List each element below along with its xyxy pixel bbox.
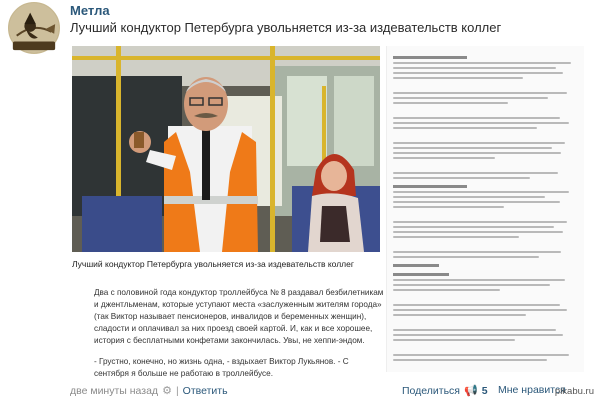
share-count: 5 — [481, 384, 488, 397]
group-name-link[interactable]: Метла — [70, 3, 110, 18]
photo-caption: Лучший кондуктор Петербурга увольняется из-за издевательств коллег — [72, 259, 354, 269]
post-paragraph: Два с половиной года кондуктор троллейбуса № 8 раздавал безбилетникам и джентльменам, которые уступают места «заслуженным жителям города» (так Виктор называет пенсионеров, инвалидов и беременных женщин), сладости и оплачивал за них проезд своей картой. И, как и все хорошее, история с бесплатными конфетами закончилась. Увы, не хеппи-эндом. — [94, 288, 384, 345]
like-button[interactable]: Мне нравится — [498, 384, 566, 396]
post-timestamp[interactable]: две минуты назад — [70, 384, 159, 397]
broom-witch-logo-icon — [9, 3, 59, 53]
watermark: pikabu.ru — [554, 386, 594, 397]
post-footer — [70, 384, 228, 397]
group-avatar[interactable] — [8, 2, 60, 54]
megaphone-icon: 📢 — [463, 385, 478, 397]
share-label: Поделиться — [402, 384, 460, 397]
share-button[interactable] — [402, 384, 488, 397]
post-paragraph: - Грустно, конечно, но жизнь одна, - вздыхает Виктор Лукьянов. - С сентября я больше не работаю в троллейбусе. — [94, 357, 349, 378]
article-screenshot-column — [386, 46, 584, 372]
post-title: Лучший кондуктор Петербурга увольняется из-за издевательств коллег — [70, 20, 502, 35]
separator: | — [175, 384, 179, 397]
gear-icon[interactable]: ⚙ — [162, 385, 172, 397]
post-body — [94, 287, 384, 389]
post-photo[interactable] — [72, 46, 380, 252]
reply-button[interactable]: Ответить — [182, 384, 228, 397]
